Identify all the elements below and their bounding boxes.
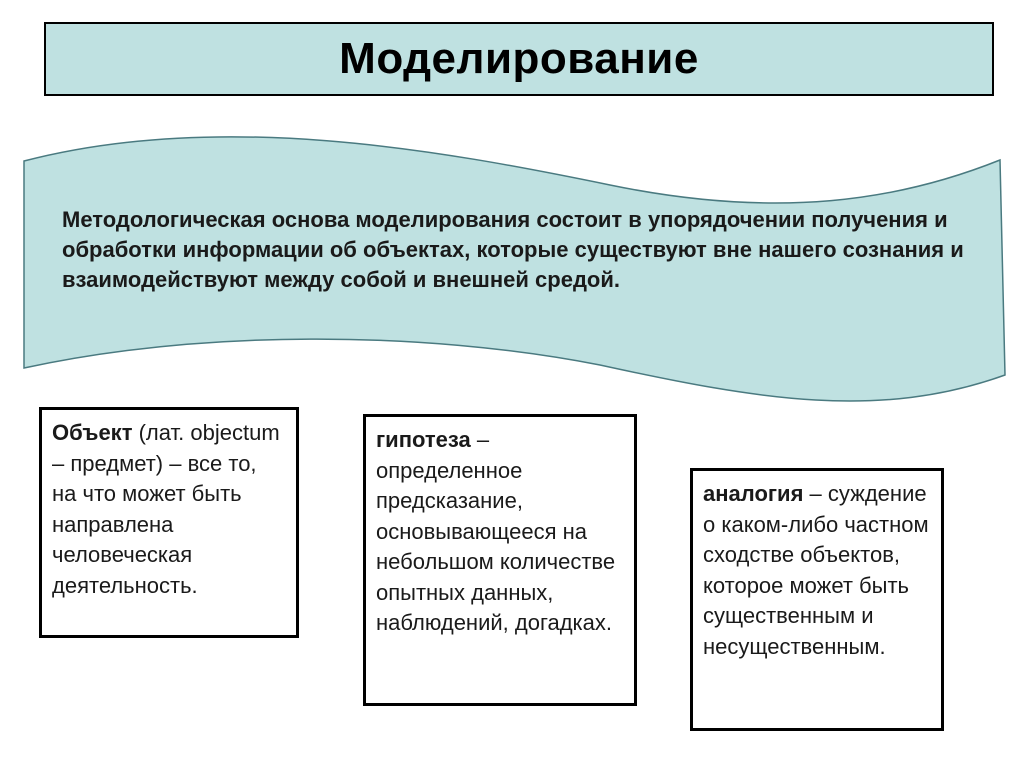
definition-object — [39, 407, 299, 638]
slide-title: Моделирование — [339, 34, 699, 83]
definition-term: Объект — [52, 420, 133, 445]
banner-text: Методологическая основа моделирования состоит в упорядочении получения и обработки информации об объектах, которые существуют вне нашего сознания и взаимодействуют между собой и внешней средой. — [62, 207, 964, 292]
definition-term: гипотеза — [376, 427, 471, 452]
definition-text: – суждение о каком-либо частном сходстве объектов, которое может быть существенным и несущественным. — [703, 481, 929, 659]
definition-text: (лат. objectum – предмет) – все то, на что может быть направлена человеческая деятельность. — [52, 420, 280, 598]
definition-text: – определенное предсказание, основывающееся на небольшом количестве опытных данных, наблюдений, догадках. — [376, 427, 616, 635]
definition-analogy — [690, 468, 944, 731]
definition-term: аналогия — [703, 481, 804, 506]
definition-hypothesis — [363, 414, 637, 706]
